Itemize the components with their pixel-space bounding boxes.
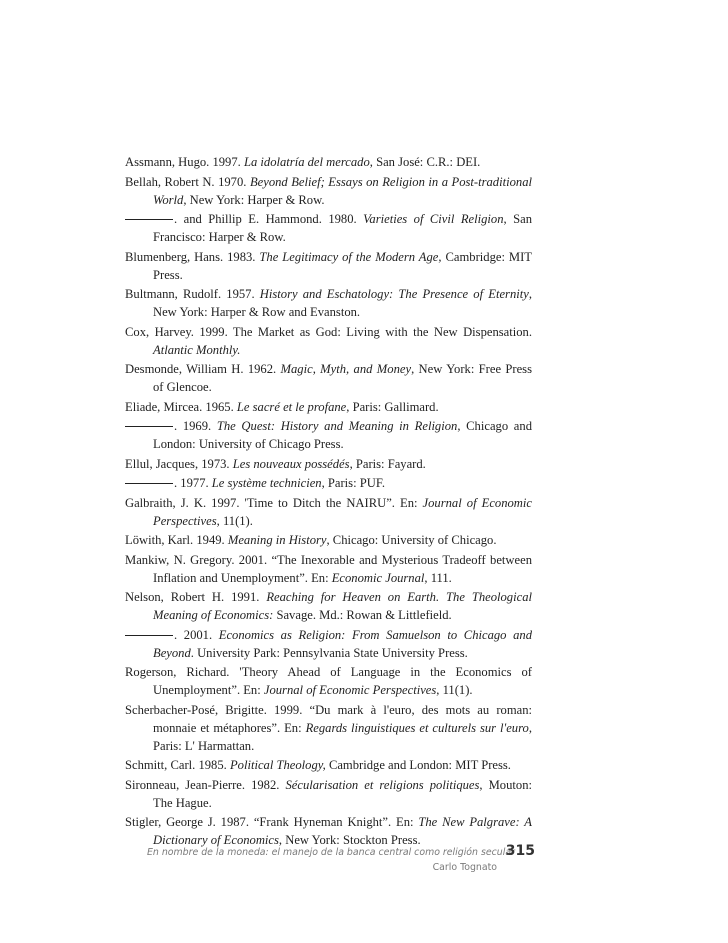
reference-title: Sécularisation et religions politiques — [285, 777, 480, 792]
reference-text: Mankiw, N. Gregory. 2001. “The Inexorable and Mysterious Tradeoff between Inflation and Unemployment”. En: — [125, 552, 532, 585]
reference-entry — [125, 626, 532, 662]
reference-text: Scherbacher-Posé, Brigitte. 1999. “Du mark à l'euro, des mots au roman: monnaie et métaphores”. En: — [125, 702, 532, 735]
reference-text: Rogerson, Richard. 'Theory Ahead of Language in the Economics of Unemployment”. En: — [125, 665, 532, 697]
reference-entry — [125, 173, 532, 209]
reference-text: , Paris: Fayard. — [349, 456, 426, 471]
reference-entry — [125, 248, 532, 284]
reference-text: , 111. — [424, 570, 452, 585]
reference-text: Sironneau, Jean-Pierre. 1982. — [125, 777, 286, 792]
reference-text: . 1969. — [174, 419, 217, 433]
reference-entry — [125, 776, 532, 812]
reference-title: La idolatría del mercado — [243, 155, 370, 169]
reference-entry — [125, 494, 532, 530]
reference-entry — [125, 551, 532, 587]
references-list — [125, 153, 532, 851]
reference-title: Le sacré et le profane — [236, 399, 347, 414]
same-author-dash — [125, 426, 173, 427]
reference-title: Regards linguistiques et culturels sur l'euro — [305, 720, 529, 735]
reference-title: Magic, Myth, and Money — [280, 362, 412, 376]
reference-title: Atlantic Monthly. — [153, 342, 241, 357]
reference-title: The Legitimacy of the Modern Age, — [259, 249, 442, 264]
reference-text: , 11(1). — [436, 683, 473, 697]
reference-text: Assmann, Hugo. 1997. — [125, 155, 244, 169]
reference-title: Journal of Economic Perspectives — [263, 683, 437, 697]
reference-text: Ellul, Jacques, 1973. — [125, 456, 233, 471]
reference-text: , New York: Stockton Press. — [278, 833, 421, 847]
reference-text: . 2001. — [174, 627, 219, 642]
reference-text: , San José: C.R.: DEI. — [369, 155, 481, 169]
reference-text: Schmitt, Carl. 1985. — [125, 758, 230, 772]
same-author-dash — [125, 635, 173, 636]
reference-entry — [125, 663, 532, 699]
reference-text: , 11(1). — [216, 513, 253, 528]
reference-text: Blumenberg, Hans. 1983. — [125, 249, 260, 264]
reference-title: Meaning in History — [227, 533, 327, 547]
reference-entry — [125, 588, 532, 624]
same-author-dash — [125, 483, 173, 484]
reference-text: , New York: Free Press of Glencoe. — [153, 362, 532, 394]
reference-text: , Paris: L' Harmattan. — [153, 720, 532, 753]
reference-entry — [125, 285, 532, 321]
reference-text: , Chicago: University of Chicago. — [326, 533, 497, 547]
reference-entry — [125, 417, 532, 453]
page-number: 315 — [505, 843, 535, 859]
reference-entry — [125, 210, 532, 246]
reference-entry — [125, 360, 532, 396]
reference-title: Le système technicien — [211, 476, 322, 490]
reference-text: , New York: Harper & Row and Evanston. — [153, 287, 532, 319]
reference-text: Savage. Md.: Rowan & Littlefield. — [273, 608, 452, 622]
reference-text: Eliade, Mircea. 1965. — [125, 399, 237, 414]
reference-title: Les nouveaux possédés — [232, 456, 350, 471]
reference-text: , Chicago and London: University of Chicago Press. — [153, 419, 532, 451]
reference-text: . and Phillip E. Hammond. 1980. — [174, 212, 364, 226]
reference-title: Beyond Belief; Essays on Religion in a Post-traditional World — [153, 174, 532, 207]
reference-text: Cox, Harvey. 1999. The Market as God: Living with the New Dispensation. — [125, 324, 532, 339]
reference-text: Bellah, Robert N. 1970. — [125, 174, 250, 189]
reference-title: Varieties of Civil Religion — [363, 212, 504, 226]
reference-text: Desmonde, William H. 1962. — [125, 362, 281, 376]
reference-entry — [125, 531, 532, 549]
reference-text: Löwith, Karl. 1949. — [125, 533, 228, 547]
reference-text: , Paris: Gallimard. — [346, 399, 439, 414]
reference-title: The New Palgrave: A Dictionary of Economics — [153, 815, 532, 847]
reference-title: Economics as Religion: From Samuelson to Chicago and Beyond — [153, 627, 533, 660]
reference-title: Reaching for Heaven on Earth. The Theological Meaning of Economics: — [153, 590, 532, 622]
reference-title: History and Eschatology: The Presence of Eternity — [259, 287, 529, 301]
reference-text: Galbraith, J. K. 1997. 'Time to Ditch the NAIRU”. En: — [125, 495, 423, 510]
reference-text: , Paris: PUF. — [321, 476, 385, 490]
reference-title: Political Theology, — [229, 758, 326, 772]
reference-text: Cambridge and London: MIT Press. — [325, 758, 511, 772]
reference-text: . University Park: Pennsylvania State University Press. — [190, 645, 468, 660]
reference-text: Bultmann, Rudolf. 1957. — [125, 287, 260, 301]
reference-title: The Quest: History and Meaning in Religion — [216, 419, 458, 433]
reference-entry — [125, 474, 532, 492]
reference-entry — [125, 701, 532, 755]
running-author: Carlo Tognato — [432, 862, 497, 873]
reference-title: Economic Journal — [331, 570, 425, 585]
reference-title: Journal of Economic Perspectives — [153, 495, 532, 528]
reference-entry — [125, 455, 532, 473]
same-author-dash — [125, 219, 173, 220]
reference-text: Stigler, George J. 1987. “Frank Hyneman Knight”. En: — [125, 815, 419, 829]
reference-text: . 1977. — [174, 476, 212, 490]
reference-entry — [125, 323, 532, 359]
reference-entry — [125, 153, 532, 171]
reference-text: Nelson, Robert H. 1991. — [125, 590, 267, 604]
running-title: En nombre de la moneda: el manejo de la banca central como religión secular — [147, 847, 515, 858]
reference-entry — [125, 398, 532, 416]
reference-text: , San Francisco: Harper & Row. — [153, 212, 532, 244]
reference-text: Cambridge: MIT Press. — [153, 249, 532, 282]
reference-text: , New York: Harper & Row. — [183, 192, 325, 207]
reference-entry — [125, 756, 532, 774]
reference-entry — [125, 813, 532, 849]
reference-text: , Mouton: The Hague. — [153, 777, 532, 810]
